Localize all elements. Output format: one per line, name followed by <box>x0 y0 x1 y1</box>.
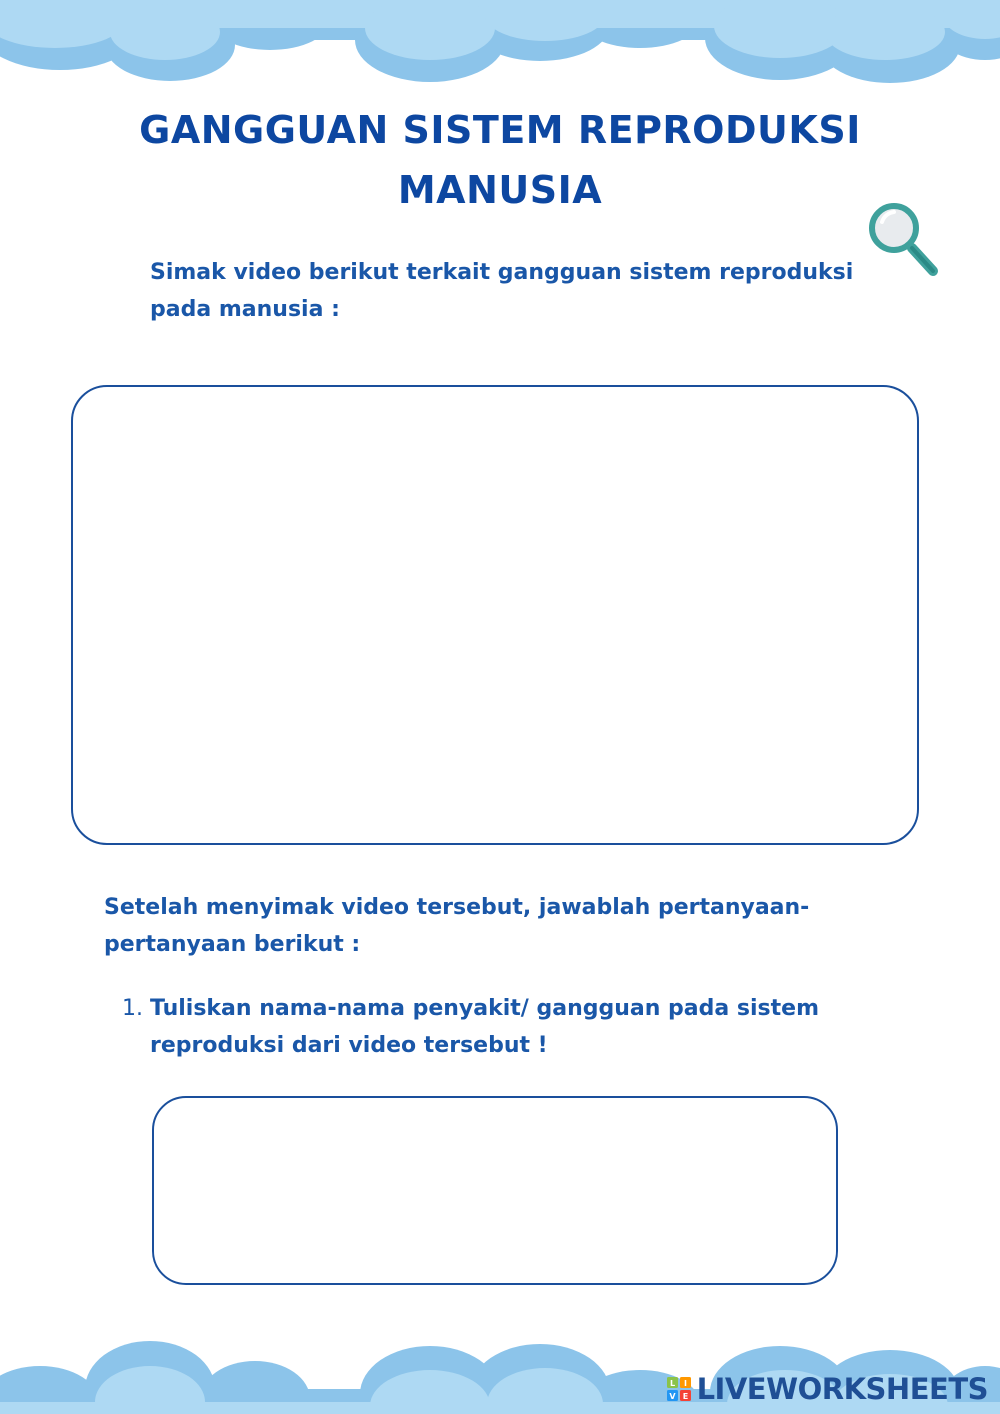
cloud-border-top-icon <box>0 0 1000 90</box>
svg-text:I: I <box>683 1379 687 1388</box>
liveworksheets-brand[interactable] <box>667 1372 988 1406</box>
brand-name: LIVEWORKSHEETS <box>696 1372 988 1406</box>
liveworksheets-logo-icon <box>667 1377 691 1401</box>
page-title: GANGGUAN SISTEM REPRODUKSI MANUSIA <box>139 108 861 212</box>
intro-text: Simak video berikut terkait gangguan sistem reproduksi pada manusia : <box>150 260 854 322</box>
question-number: 1. <box>122 996 143 1021</box>
question-item <box>122 990 862 1064</box>
question-text: Tuliskan nama-nama penyakit/ gangguan pada sistem reproduksi dari video tersebut ! <box>150 996 819 1058</box>
answer-input-box[interactable] <box>152 1096 838 1285</box>
svg-text:E: E <box>682 1392 688 1401</box>
magnifying-glass-icon <box>862 198 942 278</box>
svg-text:V: V <box>668 1392 676 1401</box>
svg-text:L: L <box>669 1379 675 1388</box>
instruction-text: Setelah menyimak video tersebut, jawablah pertanyaan-pertanyaan berikut : <box>104 895 810 957</box>
video-embed-area[interactable] <box>71 385 919 845</box>
